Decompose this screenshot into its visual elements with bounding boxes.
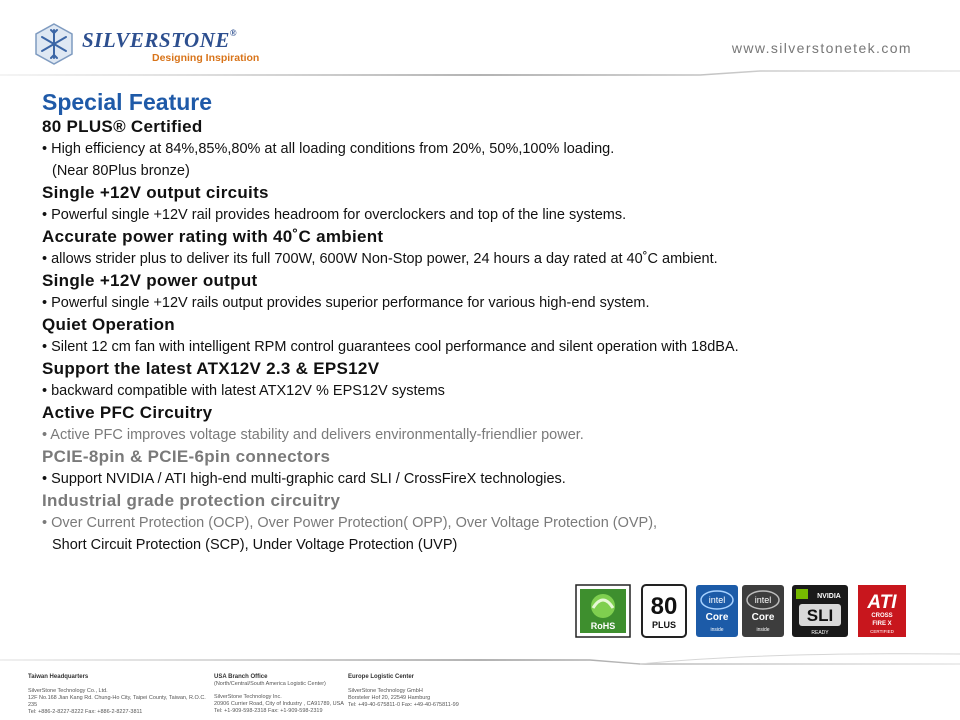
feature-atx-support [42, 358, 947, 402]
feature-description: • Active PFC improves voltage stability and delivers environmentally-friendlier power. [42, 427, 584, 443]
feature-power-rating [42, 226, 947, 270]
feature-active-pfc [42, 402, 947, 446]
nvidia-sli-logo [791, 584, 849, 638]
snowflake-icon [32, 22, 76, 66]
feature-content [42, 88, 947, 556]
footer-divider [0, 652, 960, 666]
svg-text:intel: intel [754, 595, 772, 605]
feature-heading: Quiet Operation [42, 315, 175, 334]
svg-text:intel: intel [708, 595, 726, 605]
svg-text:inside: inside [756, 627, 770, 633]
website-url: www.silverstonetek.com [731, 40, 912, 56]
feature-description: • Powerful single +12V rails output provides superior performance for various high-end system. [42, 295, 650, 311]
feature-single-12v-output [42, 270, 947, 314]
intel-core-logo [695, 584, 739, 638]
svg-text:FIRE X: FIRE X [872, 621, 892, 627]
intel-core-logo-dark [741, 584, 785, 638]
feature-heading: PCIE-8pin & PCIE-6pin connectors [42, 447, 331, 466]
feature-protection [42, 490, 947, 556]
feature-description: • Over Current Protection (OCP), Over Power Protection( OPP), Over Voltage Protection (OVP), [42, 515, 658, 531]
svg-text:Core: Core [705, 612, 729, 623]
feature-pcie-connectors [42, 446, 947, 490]
footer-usa: USA Branch Office (North/Central/South America Logistic Center) SilverStone Technology Inc. 20906 Currier Road, City of Industry , CA91789, USA Tel: +1-909-598-2318 Fax: +1-909-598-2319 [214, 674, 344, 714]
feature-heading: Single +12V output circuits [42, 183, 269, 202]
svg-text:inside: inside [710, 627, 724, 633]
rohs-logo [575, 584, 631, 638]
feature-description: • Support NVIDIA / ATI high-end multi-graphic card SLI / CrossFireX technologies. [42, 471, 566, 487]
feature-heading: Accurate power rating with 40˚C ambient [42, 227, 384, 246]
svg-text:ATI: ATI [867, 592, 897, 613]
svg-text:80: 80 [650, 593, 678, 620]
feature-heading: Industrial grade protection circuitry [42, 491, 341, 510]
footer-europe: Europe Logistic Center SilverStone Technology GmbH Borsteler Hof 20, 22549 Hamburg Tel: +49-40-675811-0 Fax: +49-40-675811-99 [348, 674, 459, 708]
feature-heading: Single +12V power output [42, 271, 258, 290]
svg-text:Core: Core [751, 612, 775, 623]
brand-tagline: Designing Inspiration [152, 52, 260, 64]
svg-text:PLUS: PLUS [651, 620, 677, 630]
svg-text:CROSS: CROSS [871, 613, 893, 619]
svg-text:CERTIFIED: CERTIFIED [870, 629, 894, 634]
brand-name: SILVERSTONE® [82, 28, 238, 52]
svg-text:RoHS: RoHS [590, 621, 616, 631]
silverstone-logo [32, 22, 272, 72]
feature-heading: Support the latest ATX12V 2.3 & EPS12V [42, 359, 380, 378]
feature-description: • Powerful single +12V rail provides headroom for overclockers and top of the line systems. [42, 207, 627, 223]
svg-text:NVIDIA: NVIDIA [817, 593, 841, 600]
feature-heading: Active PFC Circuitry [42, 403, 213, 422]
certification-logos [575, 584, 910, 640]
page-title: Special Feature [42, 89, 213, 115]
feature-description: Short Circuit Protection (SCP), Under Voltage Protection (UVP) [52, 537, 458, 553]
80plus-logo [641, 584, 687, 638]
feature-description: • High efficiency at 84%,85%,80% at all loading conditions from 20%, 50%,100% loading. [42, 141, 615, 157]
feature-description: • allows strider plus to deliver its full 700W, 600W Non-Stop power, 24 hours a day rated at 40˚C ambient. [42, 251, 718, 267]
ati-crossfirex-logo [857, 584, 907, 638]
header-divider [0, 70, 960, 76]
feature-description: • Silent 12 cm fan with intelligent RPM control guarantees cool performance and silent operation with 18dBA. [42, 339, 739, 355]
feature-single-12v-circuits [42, 182, 947, 226]
feature-heading: 80 PLUS® Certified [42, 117, 203, 136]
svg-text:READY: READY [811, 630, 829, 636]
svg-text:SLI: SLI [806, 606, 834, 625]
footer-taiwan: Taiwan Headquarters SilverStone Technology Co., Ltd. 12F No.168 Jian Kang Rd. Chung-Ho City, Taipei County, Taiwan, R.O.C. 235 Tel: +886-2-8227-8222 Fax: +886-2-8227-3811 [28, 674, 206, 715]
feature-80plus [42, 116, 947, 182]
footer-contacts [0, 668, 960, 720]
feature-description: • backward compatible with latest ATX12V % EPS12V systems [42, 383, 445, 399]
feature-description: (Near 80Plus bronze) [52, 163, 190, 179]
feature-quiet-operation [42, 314, 947, 358]
